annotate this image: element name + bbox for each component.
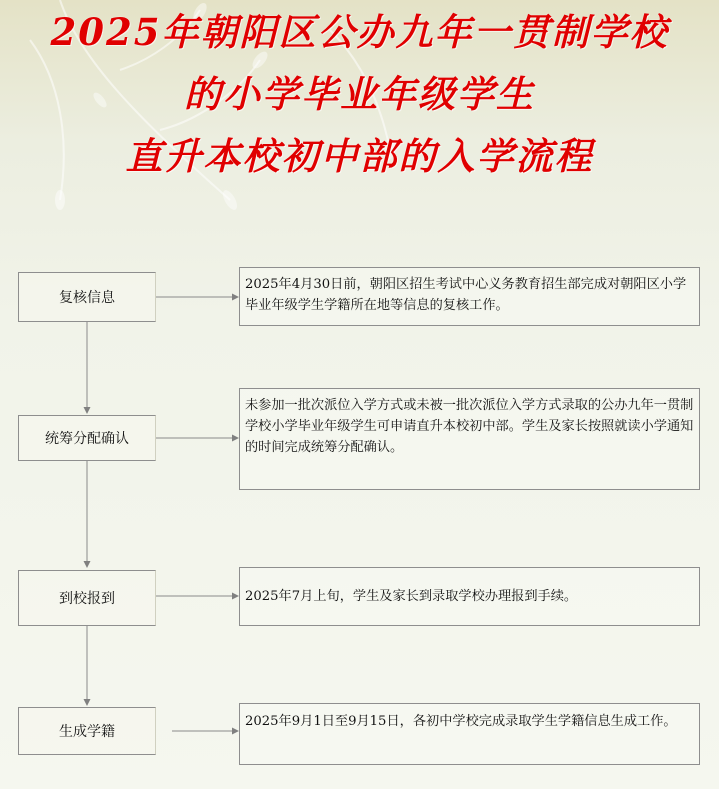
title-line-2: 的小学毕业年级学生 <box>184 72 535 116</box>
step-allocation-confirm: 统筹分配确认 <box>18 415 156 461</box>
step-review-info-description: 2025年4月30日前，朝阳区招生考试中心义务教育招生部完成对朝阳区小学毕业年级学生学籍所在地等信息的复核工作。 <box>239 267 700 326</box>
step-school-registration: 到校报到 <box>18 570 156 626</box>
title-line-3: 直升本校初中部的入学流程 <box>125 134 594 178</box>
step-generate-status-description: 2025年9月1日至9月15日，各初中学校完成录取学生学籍信息生成工作。 <box>239 703 700 765</box>
step-allocation-confirm-description: 未参加一批次派位入学方式或未被一批次派位入学方式录取的公办九年一贯制学校小学毕业年级学生可申请直升本校初中部。学生及家长按照就读小学通知的时间完成统筹分配确认。 <box>239 388 700 490</box>
step-review-info: 复核信息 <box>18 272 156 322</box>
title-line-1: 2025年朝阳区公办九年一贯制学校 <box>50 10 669 54</box>
step-generate-status: 生成学籍 <box>18 707 156 755</box>
step-school-registration-description: 2025年7月上旬，学生及家长到录取学校办理报到手续。 <box>239 567 700 626</box>
